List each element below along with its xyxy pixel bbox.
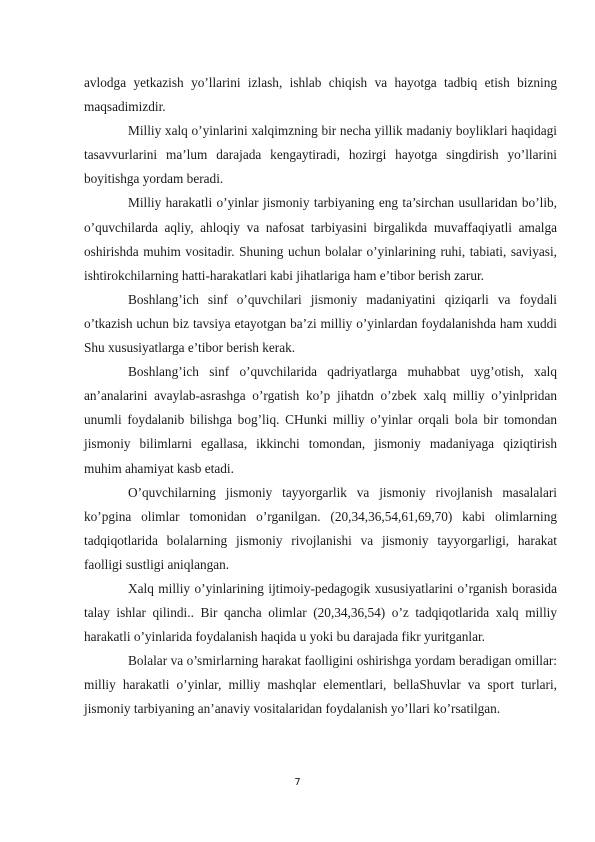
paragraph: Milliy xalq o’yinlarini xalqimzning bir necha yillik madaniy boyliklari haqidagi tasavvurlarini ma’lum darajada kengaytiradi, hozirgi hayotga singdirish yo’llarini boyitishga yordam beradi. — [84, 123, 557, 187]
paragraph: Milliy harakatli o’yinlar jismoniy tarbiyaning eng ta’sirchan usullaridan bo’lib, o’quvchilarda aqliy, ahloqiy va nafosat tarbiyasini birgalikda muvaffaqiyatli amalga oshirishda muhim vositadir. Shuning uchun bolalar o’yinlarining ruhi, tabiati, saviyasi, ishtirokchilarning hatti-harakatlari kabi jihatlariga ham e’tibor berish zarur. — [84, 195, 557, 283]
paragraph: Boshlang’ich sinf o’quvchilari jismoniy madaniyatini qiziqarli va foydali o’tkazish uchun biz tavsiya etayotgan ba’zi milliy o’yinlardan foydalanishda ham xuddi Shu xususiyatlarga e’tibor berish kerak. — [84, 291, 557, 356]
paragraph: Bolalar va o’smirlarning harakat faolligini oshirishga yordam beradigan omillar: milliy harakatli o’yinlar, milliy mashqlar elementlari, bellaShuvlar va sport turlari, jismoniy tarbiyaning an’anaviy vositalaridan foydalanish yo’llari ko’rsatilgan. — [84, 653, 557, 717]
body-text — [84, 71, 557, 722]
paragraph-continuation: avlodga yetkazish yo’llarini izlash, ishlab chiqish va hayotga tadbiq etish bizning maqsadimizdir. — [84, 75, 557, 115]
paragraph: O’quvchilarning jismoniy tayyorgarlik va jismoniy rivojlanish masalalari ko’pgina olimlar tomonidan o’rganilgan. (20,34,36,54,61,69,70) kabi olimlarning tadqiqotlarida bolalarning jismoniy rivojlanishi va jismoniy tayyorgarligi, harakat faolligi sustligi aniqlangan. — [84, 484, 557, 572]
paragraph: Xalq milliy o’yinlarining ijtimoiy-pedagogik xususiyatlarini o’rganish borasida talay ishlar qilindi.. Bir qancha olimlar (20,34,36,54) o’z tadqiqotlarida xalq milliy harakatli o’yinlarida foydalanish haqida u yoki bu darajada fikr yuritganlar. — [84, 580, 557, 645]
paragraph: Boshlang’ich sinf o’quvchilarida qadriyatlarga muhabbat uyg’otish, xalq an’analarini avaylab-asrashga o’rgatish ko’p jihatdn o’zbek xalq milliy o’yinlpridan unumli foydalanib bilishga bog’liq. CHunki milliy o’yinlar orqali bola bir tomondan jismoniy bilimlarni egallasa, ikkinchi tomondan, jismoniy madaniyaga qiziqtirish muhim ahamiyat kasb etadi. — [84, 364, 557, 476]
page-number: 7 — [294, 777, 301, 788]
